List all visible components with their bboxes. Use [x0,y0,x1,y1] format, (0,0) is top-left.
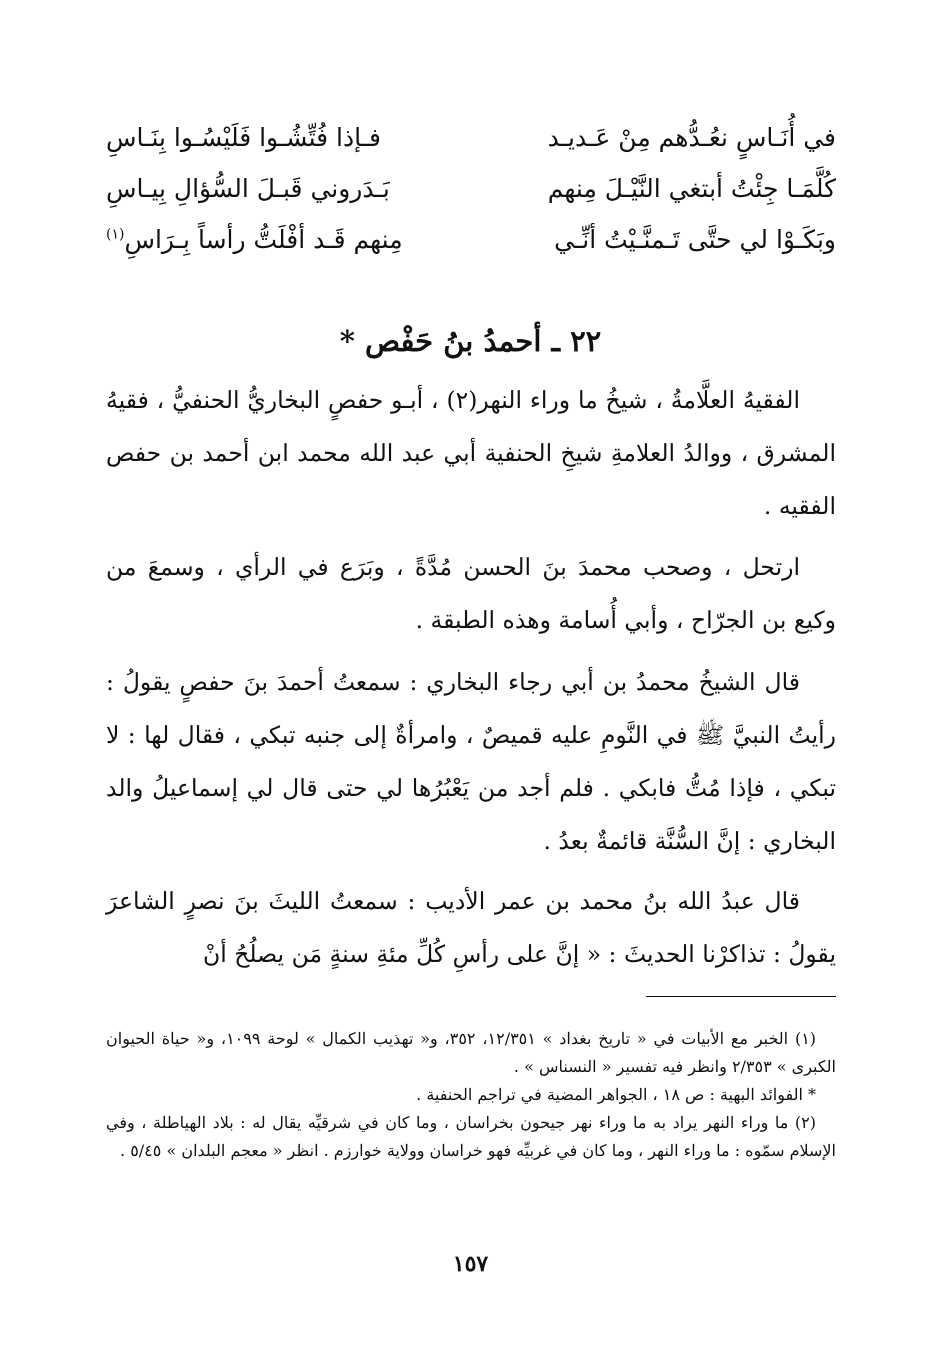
footnote-1: (١) الخبر مع الأبيات في « تاريخ بغداد » ١٢/٣٥١، ٣٥٢، و« تهذيب الكمال » لوحة ١٠٩٩، و« حياة الحيوان الكبرى » ٢/٣٥٣ وانظر فيه تفسير « النسناس » . [106,1029,836,1076]
paragraph-intro [106,374,836,533]
paragraph-text: قال عبدُ الله بنُ محمد بن عمر الأديب : سمعتُ الليثَ بنَ نصرٍ الشاعرَ يقولُ : تذاكرْنا الحديثَ : « إنَّ على رأسِ كُلِّ مئةِ سنةٍ مَن يصلُحُ أنْ [106,887,836,968]
paragraph-text: ارتحل ، وصحب محمدَ بنَ الحسن مُدَّةً ، وبَرَع في الرأي ، وسمعَ من وكيع بن الجرّاح ، وأبي أُسامة وهذه الطبقة . [106,553,836,634]
footnote-2: (٢) ما وراء النهر يراد به ما وراء نهر جيحون بخراسان ، وما كان في شرقيِّه يقال له : بلاد الهياطلة ، وفي الإسلام سمّوه : ما وراء النهر ، وما كان في غربيِّه فهو خراسان وولاية خوارزم . انظر « معجم البلدان » ٥/٤٥ . [106,1113,836,1160]
poem-verse [106,214,836,265]
paragraph-dream [106,656,836,868]
poem-verse [106,163,836,214]
verse-second-hemistich: فـإذا فُتِّشُـوا فَلَيْسُـوا بِنَـاسِ [106,123,382,152]
paragraph-travel [106,541,836,647]
footnote-divider [646,996,836,997]
verse-first-hemistich: في أُنَـاسٍ نعُـدُّهم مِنْ عَـديـد [547,123,836,152]
paragraph-text: الفقيهُ العلَّامةُ ، شيخُ ما وراء النهر(٢) ، أبـو حفصٍ البخاريُّ الحنفيُّ ، فقيهُ المشرق ، ووالدُ العلامةِ شيخِ الحنفية أبي عبد الله محمد ابن أحمد بن حفص الفقيه . [106,386,836,520]
verse-second-hemistich [106,214,403,265]
page-number: ١٥٧ [452,1251,489,1277]
verse-first-hemistich: كُلَّمَـا جِئْتُ أبتغي النَّيْـلَ مِنهم [547,174,836,203]
poem-block [106,112,836,265]
paragraph-hadith [106,875,836,981]
verse-second-hemistich: بَـدَروني قَبـلَ السُّؤالِ بِيـاسِ [106,174,390,203]
poem-verse [106,112,836,163]
footnote-star: * الفوائد البهية : ص ١٨ ، الجواهر المضية في تراجم الحنفية . [416,1085,816,1104]
footnote-marker: (١) [106,226,125,243]
footnotes [106,1025,836,1165]
verse-first-hemistich: وبَكَـوْا لي حتَّى تَـمنَّـيْتُ أنِّـي [554,225,836,254]
verse-text: مِنهم قَـد أفْلَتُّ رأساً بِـرَاسِ [124,225,403,254]
paragraph-text: قال الشيخُ محمدُ بن أبي رجاء البخاري : سمعتُ أحمدَ بنَ حفصٍ يقولُ : رأيتُ النبيَّ ﷺ في النَّومِ عليه قميصٌ ، وامرأةٌ إلى جنبه تبكي ، فقال لها : لا تبكي ، فإذا مُتُّ فابكي . فلم أجد من يَعْبُرُها لي حتى قال لي إسماعيلُ والد البخاري : إنَّ السُّنَّة قائمةٌ بعدُ . [106,668,836,855]
biography-heading: ٢٢ ـ أحمدُ بنُ حَفْص * [339,324,602,358]
